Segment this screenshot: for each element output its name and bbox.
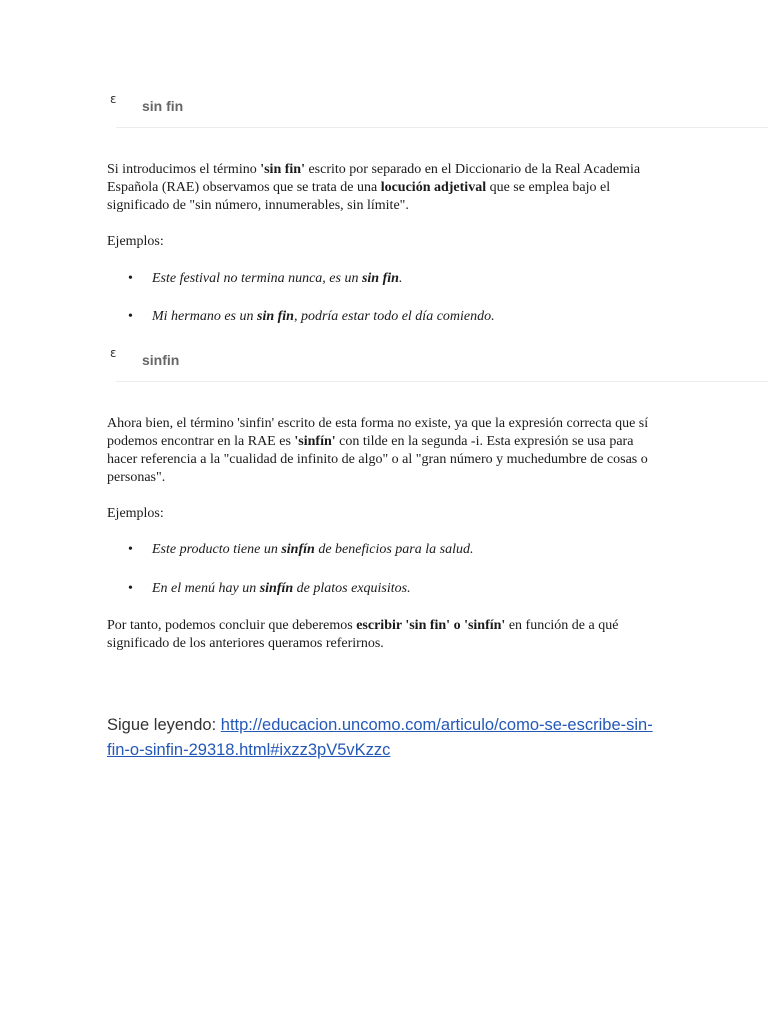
ejemplos-label: Ejemplos: (107, 234, 164, 249)
text: . (398, 271, 403, 286)
text: de beneficios para la salud. (314, 542, 474, 557)
text: que se emplea bajo el significado de "sin número, innumerables, sin límite". (107, 180, 611, 213)
article-link[interactable]: http://educacion.uncomo.com/articulo/como-se-escribe-sin-fin-o-sinfin-29318.html#ixzz3pV5vKzzc (107, 716, 653, 759)
text: , podría estar todo el día comiendo. (293, 309, 495, 324)
term-bold: sin fin (361, 271, 399, 286)
follow-reading (107, 713, 667, 763)
term-bold: sin fin (257, 309, 294, 324)
text: Este producto tiene un (152, 542, 282, 557)
term-bold: locución adjetival (380, 180, 487, 195)
term-bold: escribir 'sin fin' o 'sinfín' (356, 618, 506, 633)
term-bold: 'sinfín' (294, 434, 336, 449)
follow-label: Sigue leyendo: (107, 716, 221, 734)
section-heading-sin-fin (108, 92, 768, 138)
paragraph-conclusion (107, 617, 667, 653)
text: de platos exquisitos. (293, 581, 411, 596)
paragraph-explanation (107, 415, 667, 487)
text: Ahora bien, el término 'sinfin' escrito de esta forma no existe, ya que la expresión correcta que sí podemos encontrar en la RAE es (107, 416, 649, 449)
term-bold: sinfín (259, 581, 294, 596)
text: Por tanto, podemos concluir que deberemos (107, 618, 357, 633)
text: Mi hermano es un (152, 309, 257, 324)
text: en función de a qué significado de los anteriores queramos referirnos. (107, 618, 619, 651)
section-heading-sinfin (108, 346, 768, 392)
corner-icon: ε (110, 346, 117, 360)
heading-text: sin fin (142, 98, 184, 114)
corner-icon: ε (110, 92, 117, 106)
divider (116, 381, 768, 382)
paragraph-intro (107, 161, 667, 215)
heading-text: sinfin (142, 352, 180, 368)
term-bold: sinfín (281, 542, 315, 557)
term-bold: 'sin fin' (260, 162, 305, 177)
text: escrito por separado en el Diccionario de la Real Academia Española (RAE) observamos que se trata de una (107, 162, 641, 195)
list-item (131, 308, 495, 326)
text: En el menú hay un (152, 581, 260, 596)
list-item (131, 541, 473, 559)
text: Este festival no termina nunca, es un (152, 271, 362, 286)
ejemplos-label: Ejemplos: (107, 506, 164, 521)
list-item (131, 580, 411, 598)
text: con tilde en la segunda -i. Esta expresión se usa para hacer referencia a la "cualidad de infinito de algo" o al "gran número y muchedumbre de cosas o personas". (107, 434, 648, 485)
list-item (131, 270, 402, 288)
text: Si introducimos el término (107, 162, 261, 177)
divider (116, 127, 768, 128)
